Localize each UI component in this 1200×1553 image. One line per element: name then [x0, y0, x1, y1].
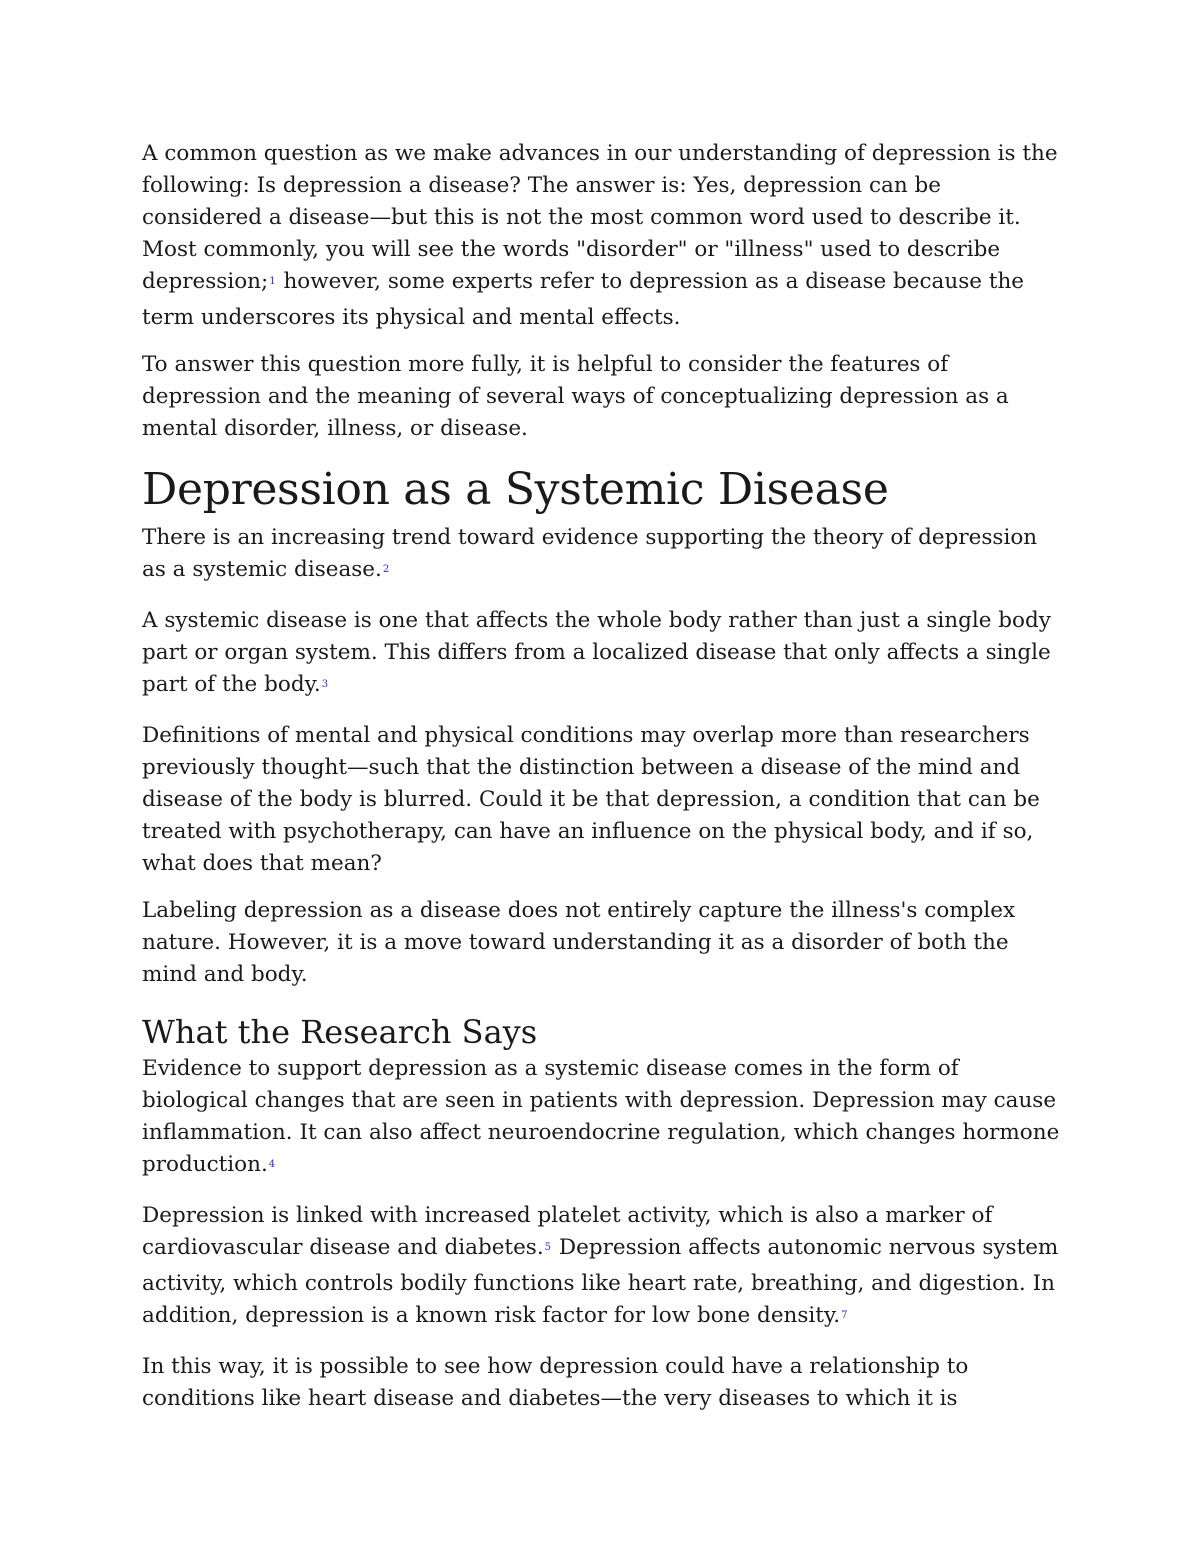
intro-paragraph-2: To answer this question more fully, it is helpful to consider the features of depression and the meaning of several ways of conceptualizing depression as a mental disorder, illness, or disease. [142, 352, 1009, 441]
research-paragraph-1 [142, 1053, 1067, 1185]
research-paragraph-2 [142, 1200, 1067, 1336]
research-p2-text-a: Depression is linked with increased platelet activity, which is also a marker of cardiovascular disease and diabetes. [142, 1203, 993, 1260]
footnote-link-4[interactable]: 4 [268, 1159, 276, 1170]
document-page [142, 138, 1067, 1430]
systemic-paragraph-2 [142, 605, 1067, 705]
intro-p1-text-b: however, some experts refer to depression as a disease because the term underscores its physical and mental effects. [142, 269, 1025, 330]
footnote-link-5[interactable]: 5 [544, 1242, 552, 1253]
systemic-paragraph-4: Labeling depression as a disease does not entirely capture the illness's complex nature. However, it is a move toward understanding it as a disorder of both the mind and body. [142, 898, 1016, 987]
footnote-link-1[interactable]: 1 [269, 276, 276, 287]
systemic-paragraph-3: Definitions of mental and physical conditions may overlap more than researchers previously thought—such that the distinction between a disease of the mind and disease of the body is blurred. Could it be that depression, a condition that can be treated with psychotherapy, can have an influence on the physical body, and if so, what does that mean? [142, 723, 1040, 876]
intro-paragraph-1 [142, 138, 1067, 334]
research-paragraph-3: In this way, it is possible to see how depression could have a relationship to conditions like heart disease and diabetes—the very diseases to which it is [142, 1354, 969, 1411]
footnote-link-2[interactable]: 2 [382, 564, 390, 575]
research-p1-text: Evidence to support depression as a systemic disease comes in the form of biological changes that are seen in patients with depression. Depression may cause inflammation. It can also affect neuroendocrine regulation, which changes hormone production. [142, 1056, 1060, 1177]
systemic-paragraph-1 [142, 522, 1067, 590]
intro-p1-text-a: A common question as we make advances in our understanding of depression is the following: Is depression a disease? The answer is: Yes, depression can be considered a disease—but this is not the most common word used to describe it. Most commonly, you will see the words "disorder" or "illness" used to describe depression; [142, 141, 1058, 294]
section-heading-systemic-disease: Depression as a Systemic Disease [142, 464, 889, 515]
footnote-link-7[interactable]: 7 [841, 1310, 848, 1321]
section-heading-research: What the Research Says [142, 1013, 538, 1051]
systemic-p1-text: There is an increasing trend toward evidence supporting the theory of depression as a systemic disease. [142, 525, 1038, 582]
research-p2-text-b: Depression affects autonomic nervous system activity, which controls bodily functions like heart rate, breathing, and digestion. In addition, depression is a known risk factor for low bone density. [142, 1235, 1059, 1328]
footnote-link-3[interactable]: 3 [321, 679, 329, 690]
systemic-p2-text: A systemic disease is one that affects the whole body rather than just a single body part or organ system. This differs from a localized disease that only affects a single part of the body. [142, 608, 1051, 697]
